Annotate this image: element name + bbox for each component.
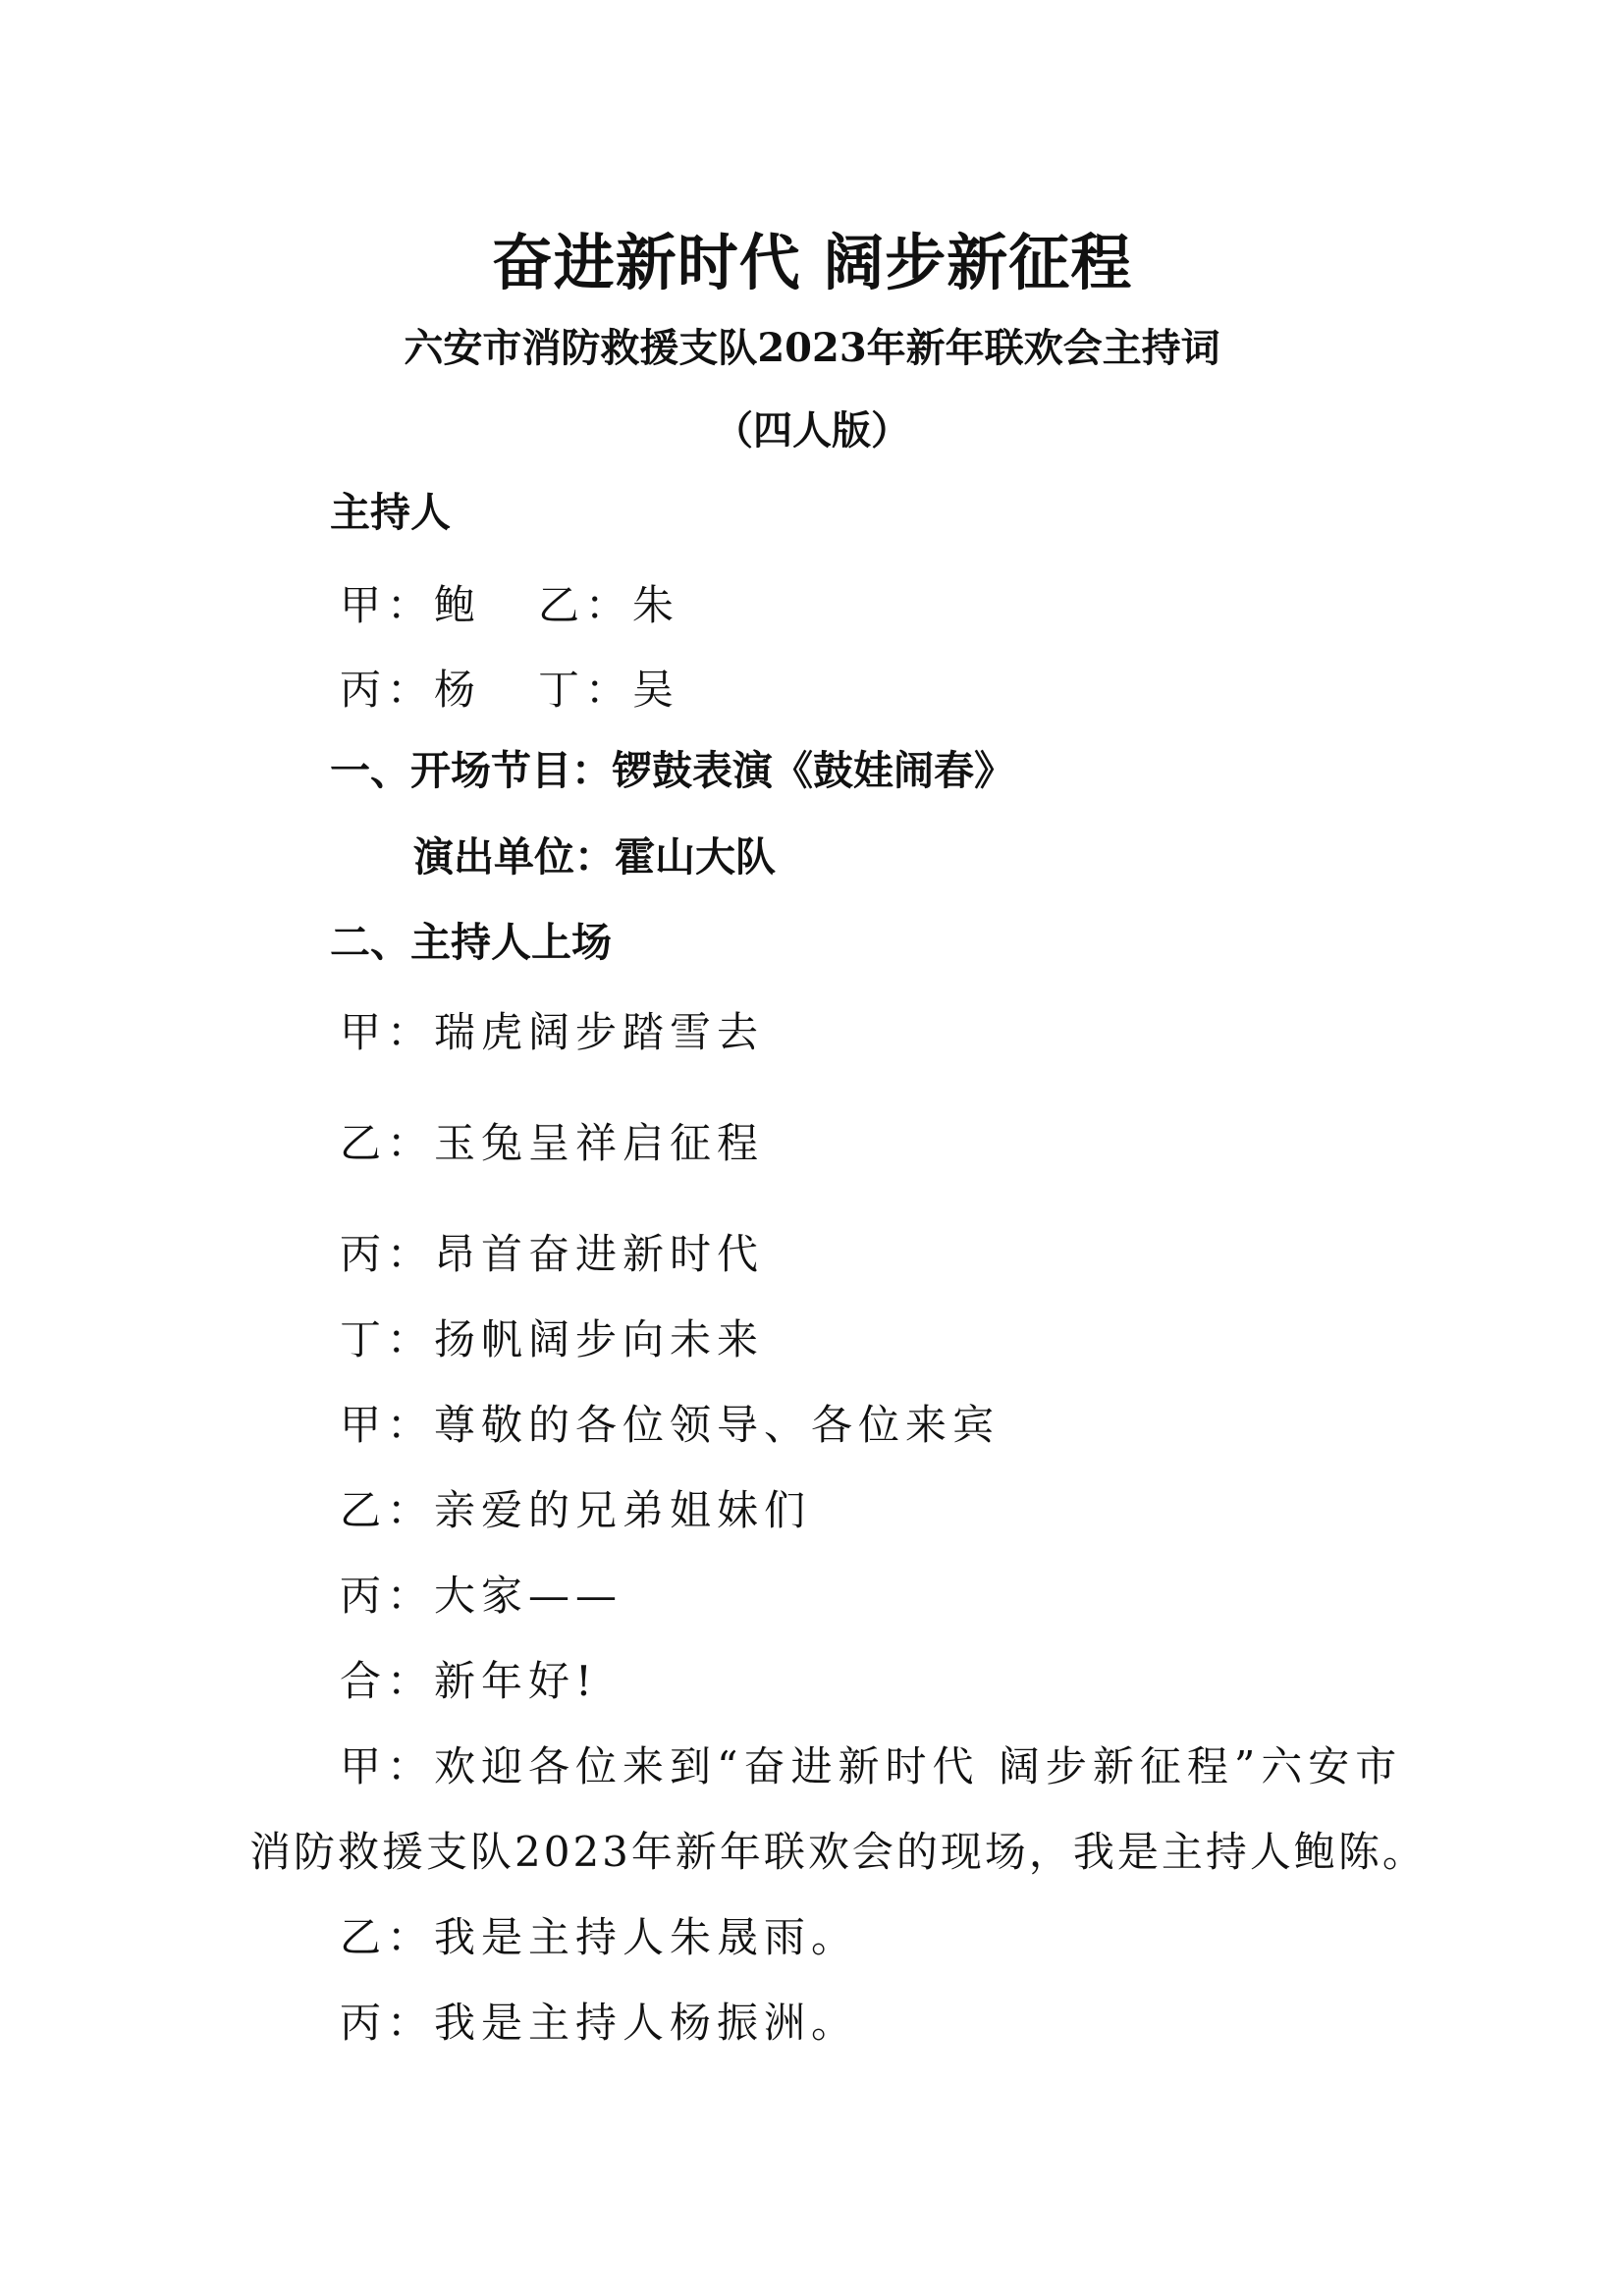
dialogue-line bbox=[340, 1116, 764, 1171]
speaker-label: 丁： bbox=[340, 1315, 435, 1363]
speaker-label: 乙： bbox=[340, 1913, 435, 1961]
host-role: 丙： bbox=[340, 666, 435, 714]
dialogue-line bbox=[340, 1569, 623, 1624]
edition-label: （四人版） bbox=[714, 407, 910, 454]
speaker-label: 甲： bbox=[340, 1401, 435, 1449]
hosts-line-1 bbox=[340, 578, 679, 633]
section-2-heading: 二、主持人上场 bbox=[330, 919, 612, 966]
speaker-label: 乙： bbox=[340, 1486, 435, 1534]
dialogue-text: 扬帆阔步向未来 bbox=[434, 1315, 765, 1363]
dialogue-text: 尊敬的各位领导、各位来宾 bbox=[434, 1401, 1001, 1449]
dialogue-text: 大家—— bbox=[434, 1572, 623, 1620]
speaker-label: 丙： bbox=[340, 1572, 435, 1620]
dialogue-text: 欢迎各位来到“奋进新时代 阔步新征程”六安市 bbox=[434, 1742, 1403, 1790]
dialogue-text: 亲爱的兄弟姐妹们 bbox=[434, 1486, 812, 1534]
document-subtitle: 六安市消防救援支队2023年新年联欢会主持词 bbox=[404, 325, 1220, 371]
section-1-heading: 一、开场节目：锣鼓表演《鼓娃闹春》 bbox=[330, 747, 1014, 794]
dialogue-line bbox=[340, 1483, 811, 1538]
host-role: 甲： bbox=[340, 581, 435, 629]
document-title: 奋进新时代 阔步新征程 bbox=[491, 227, 1133, 298]
host-name: 杨 bbox=[434, 666, 482, 714]
dialogue-line bbox=[340, 1654, 598, 1709]
dialogue-line bbox=[340, 1227, 764, 1282]
dialogue-line bbox=[340, 1910, 858, 1965]
dialogue-text: 玉兔呈祥启征程 bbox=[434, 1119, 765, 1167]
hosts-heading: 主持人 bbox=[330, 489, 451, 536]
dialogue-text: 我是主持人杨振洲。 bbox=[434, 1999, 859, 2047]
dialogue-line bbox=[340, 1739, 1402, 1794]
dialogue-text: 昂首奋进新时代 bbox=[434, 1230, 765, 1278]
host-role: 乙： bbox=[538, 581, 633, 629]
speaker-label: 丙： bbox=[340, 1230, 435, 1278]
dialogue-line bbox=[340, 1005, 764, 1060]
dialogue-text: 消防救援支队2023年新年联欢会的现场，我是主持人鲍陈。 bbox=[249, 1828, 1427, 1876]
section-1-performer: 演出单位：霍山大队 bbox=[413, 833, 776, 881]
dialogue-text: 瑞虎阔步踏雪去 bbox=[434, 1008, 765, 1056]
speaker-label: 甲： bbox=[340, 1008, 435, 1056]
dialogue-line bbox=[340, 1996, 858, 2051]
speaker-label: 丙： bbox=[340, 1999, 435, 2047]
host-role: 丁： bbox=[538, 666, 633, 714]
dialogue-line bbox=[340, 1398, 1000, 1453]
hosts-line-2 bbox=[340, 663, 679, 718]
host-name: 鲍 bbox=[434, 581, 482, 629]
speaker-label: 甲： bbox=[340, 1742, 435, 1790]
dialogue-text: 新年好! bbox=[434, 1657, 598, 1705]
host-name: 吴 bbox=[632, 666, 680, 714]
dialogue-line bbox=[340, 1312, 764, 1367]
dialogue-text: 我是主持人朱晟雨。 bbox=[434, 1913, 859, 1961]
host-name: 朱 bbox=[632, 581, 680, 629]
speaker-label: 乙： bbox=[340, 1119, 435, 1167]
dialogue-continuation bbox=[249, 1825, 1427, 1880]
speaker-label: 合： bbox=[340, 1657, 435, 1705]
